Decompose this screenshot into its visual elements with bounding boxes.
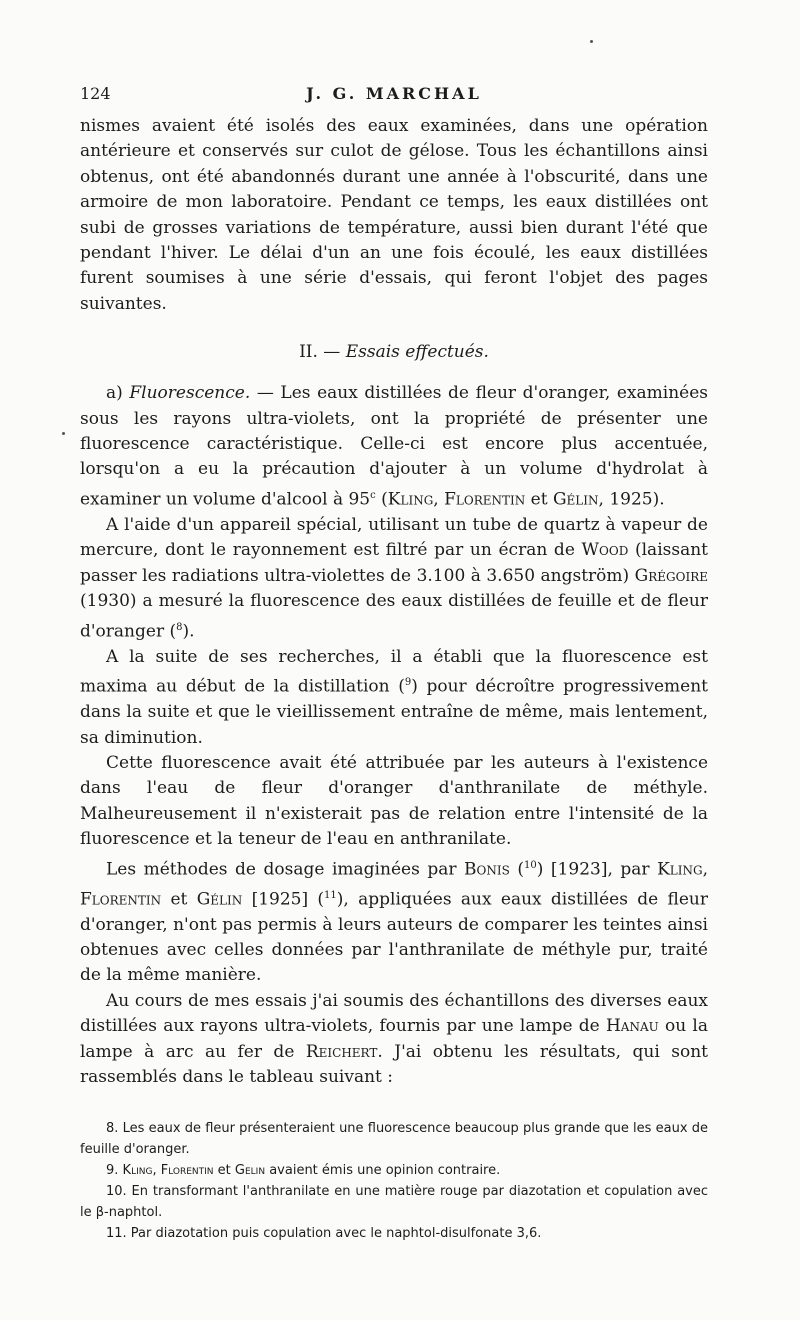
p7-text: ou la lampe à arc au fer de xyxy=(80,1016,708,1062)
author-name: Florentin xyxy=(80,889,162,910)
section-title xyxy=(80,339,708,365)
footnote-text: avaient émis une opinion contraire. xyxy=(265,1162,501,1178)
p2-text: ( xyxy=(375,489,388,510)
p6-text: ( xyxy=(509,859,525,880)
p2-sup: c xyxy=(370,489,376,501)
paragraph-3 xyxy=(80,513,708,645)
p4-text: A la suite de ses recherches, il a établi que la fluorescence est maxima au début de la distillation ( xyxy=(80,646,708,697)
p6-text: Les méthodes de dosage imaginées par xyxy=(106,859,465,880)
footnote-8: 8. Les eaux de fleur présenteraient une fluorescence beaucoup plus grande que les eaux de feuille d'oranger. xyxy=(80,1120,708,1157)
section-title-text: II. — Essais effectués. xyxy=(299,342,489,363)
author-name: Gelin xyxy=(234,1162,266,1178)
page xyxy=(80,84,708,1244)
p2-text: , xyxy=(433,489,445,510)
p3-text: A l'aide d'un appareil spécial, utilisant un tube de quartz à vapeur de mercure, dont le rayonnement est filtré par un écran de xyxy=(80,514,708,561)
p6-text: [1925] ( xyxy=(242,889,325,910)
p6-text: ) [1923], par xyxy=(536,859,658,880)
p2-lead: a) xyxy=(106,383,130,404)
paragraph-fluorescence xyxy=(80,381,708,513)
page-number: 124 xyxy=(80,84,111,103)
footnote-11: 11. Par diazotation puis copulation avec le naphtol-disulfonate 3,6. xyxy=(106,1225,542,1241)
paragraph-6 xyxy=(80,853,708,989)
paragraph-1: nismes avaient été isolés des eaux examinées, dans une opération antérieure et conservés sur culot de gélose. Tous les échantillons ainsi obtenus, ont été abandonnés durant une année à l'obscurité, dans une armoire de mon laboratoire. Pendant ce temps, les eaux distillées ont subi de grosses variations de température, aussi bien durant l'été que pendant l'hiver. Le délai d'un an une fois écoulé, les eaux distillées furent soumises à une série d'essais, qui feront l'objet des pages suivantes. xyxy=(80,116,708,314)
p6-text: ), appliquées aux eaux distillées de fleur d'oranger, n'ont pas permis à leurs auteurs de comparer les teintes ainsi obtenues avec celles données par l'anthranilate de méthyle pur, traité de la même manière. xyxy=(80,889,709,986)
p7-text: . J'ai obtenu les résultats, qui sont rassemblés dans le tableau suivant : xyxy=(80,1041,708,1088)
author-name: Bonis xyxy=(464,859,510,880)
author-name: Florentin xyxy=(160,1162,214,1178)
p2-heading: Fluorescence. xyxy=(129,383,251,404)
footnote-9 xyxy=(80,1160,708,1181)
author-name: Wood xyxy=(581,540,629,561)
footnote-ref: 8 xyxy=(176,621,183,633)
p4-text: ) pour décroître progressivement dans la suite et que le vieillissement entraîne de même, mais lentement, sa diminution. xyxy=(80,676,708,748)
footnote-text: , xyxy=(152,1162,161,1178)
author-name: Kling xyxy=(122,1162,153,1178)
footnote-ref: 10 xyxy=(524,859,537,871)
p2-text: et xyxy=(525,489,553,510)
footnote-text: et xyxy=(213,1162,235,1178)
author-name: Kling xyxy=(387,489,434,510)
paragraph-7 xyxy=(80,989,708,1091)
p2-text: — Les eaux distillées de fleur d'oranger, examinées sous les rayons ultra-violets, ont la propriété de présenter une fluorescence caractéristique. Celle-ci est encore plus accentuée, lorsqu'on a eu la précaution d'ajouter à un volume d'hydrolat à examiner un volume d'alcool à 95 xyxy=(80,383,708,510)
p6-text: , xyxy=(702,859,709,880)
paragraph-4 xyxy=(80,645,708,751)
author-name: Kling xyxy=(657,859,703,880)
author-name: Gélin xyxy=(196,889,243,910)
scan-speck xyxy=(62,432,65,435)
proper-name: Reichert xyxy=(305,1041,378,1062)
footnote-10: 10. En transformant l'anthranilate en une matière rouge par diazotation et copulation avec le β-naphtol. xyxy=(80,1183,708,1220)
footnote-ref: 9 xyxy=(404,677,412,689)
footnote-number: 9. xyxy=(106,1162,123,1178)
proper-name: Hanau xyxy=(605,1016,659,1037)
scan-speck xyxy=(590,40,593,43)
paragraph-5: Cette fluorescence avait été attribuée par les auteurs à l'existence dans l'eau de fleur d'oranger d'anthranilate de méthyle. Malheureusement il n'existerait pas de relation entre l'intensité de la fluorescence et la teneur de l'eau en anthranilate. xyxy=(80,752,708,850)
author-name: Gélin xyxy=(552,489,599,510)
p2-text: , 1925). xyxy=(598,489,665,510)
p7-text: Au cours de mes essais j'ai soumis des échantillons des diverses eaux distillées aux rayons ultra-violets, fournis par une lampe de xyxy=(80,990,708,1037)
footnote-ref: 11 xyxy=(324,889,337,901)
running-head: J. G. MARCHAL xyxy=(306,84,482,103)
p3-text: (1930) a mesuré la fluorescence des eaux distillées de feuille et de fleur d'oranger ( xyxy=(80,591,708,642)
footnotes xyxy=(80,1118,708,1244)
p3-text: (laissant passer les radiations ultra-violettes de 3.100 à 3.650 angström) xyxy=(80,540,708,586)
p6-text: et xyxy=(161,889,197,910)
author-name: Grégoire xyxy=(634,565,708,586)
page-header xyxy=(80,84,708,114)
p3-text: ). xyxy=(182,621,195,642)
author-name: Florentin xyxy=(444,489,526,510)
